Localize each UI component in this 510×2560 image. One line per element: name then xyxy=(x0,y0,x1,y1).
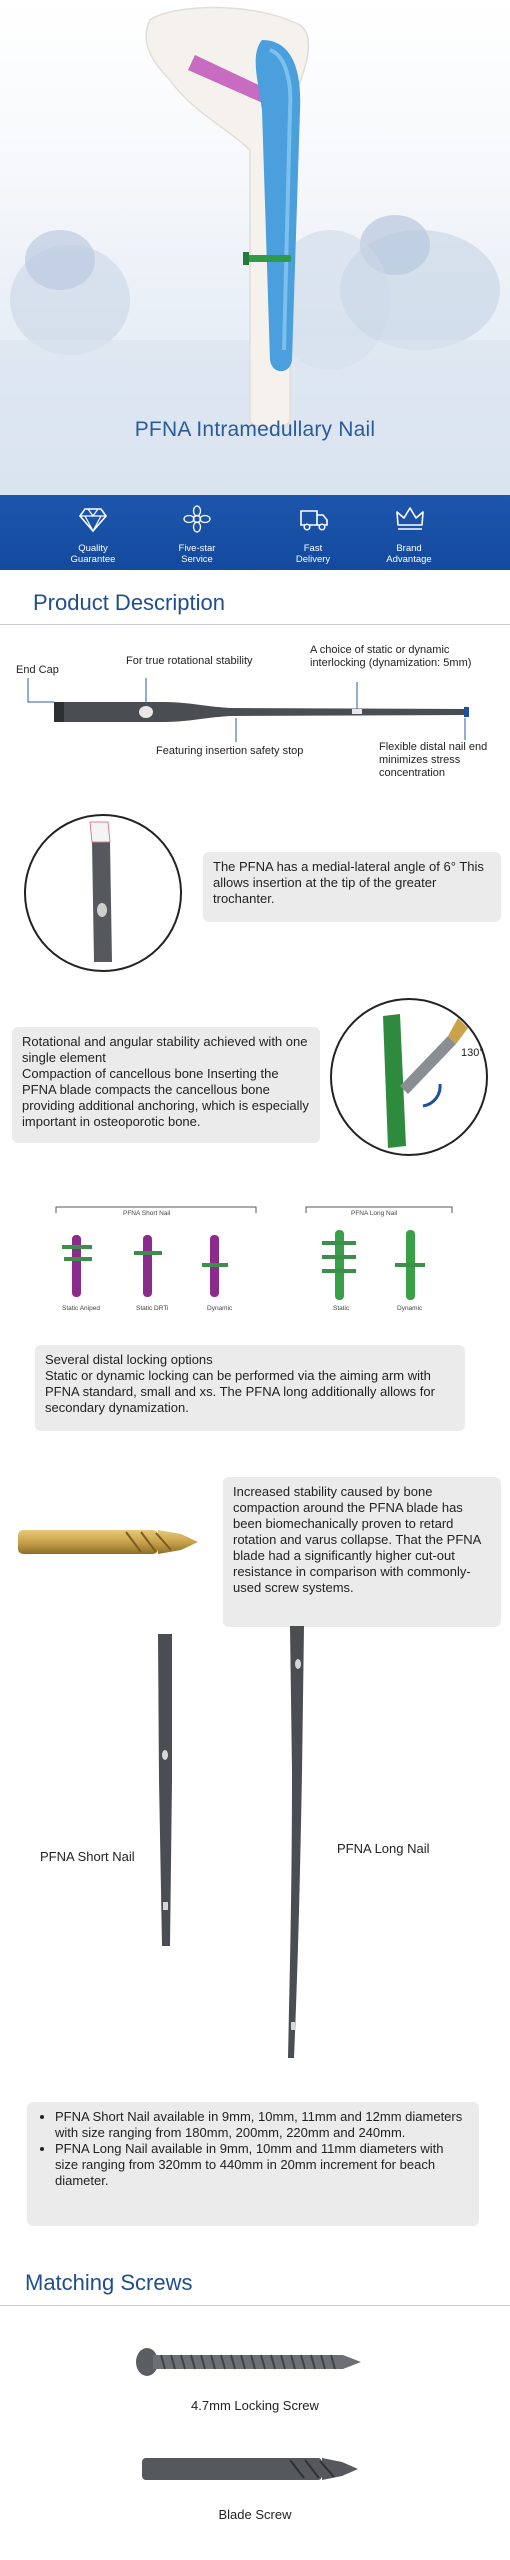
short-variant-label: Dynamic xyxy=(207,1305,233,1312)
locking-screw-label: 4.7mm Locking Screw xyxy=(191,2398,319,2413)
pfna-short-nail-image xyxy=(150,1630,180,1950)
angle-130-label: 130° xyxy=(461,1047,484,1059)
blade-stability-box: Increased stability caused by bone compaction around the PFNA blade has been biomechanically proven to retard rotation and varus collapse. That the PFNA blade had a significantly higher cut-out resistance in comparison with commonly-used screw systems. xyxy=(223,1477,501,1627)
short-variant-label: Static DRTi xyxy=(136,1305,169,1312)
short-nail-label: PFNA Short Nail xyxy=(40,1849,135,1864)
hero-banner xyxy=(0,0,510,495)
size-availability-box xyxy=(27,2102,479,2226)
nail-tip-closeup-image xyxy=(22,812,184,974)
size-list xyxy=(37,2109,469,2189)
matching-screws-title: Matching Screws xyxy=(25,2270,193,2295)
rotational-stability-box: Rotational and angular stability achieved with one single element Compaction of cancellous bone Inserting the PFNA blade compacts the cancellous bone providing additional anchoring, which is especially important in osteoporotic bone. xyxy=(12,1027,320,1143)
short-nail-group-label: PFNA Short Nail xyxy=(120,1210,173,1217)
size-item-long: • PFNA Long Nail available in 9mm, 10mm and 11mm diameters with size ranging from 320mm to 440mm in 20mm increment for beach diameter. xyxy=(55,2141,469,2189)
feature-label: Five-star Service xyxy=(178,543,216,565)
medial-lateral-angle-box: The PFNA has a medial-lateral angle of 6° This allows insertion at the tip of the greater trochanter. xyxy=(203,852,501,922)
feature-label: Brand Advantage xyxy=(386,543,432,565)
size-item-short: • PFNA Short Nail available in 9mm, 10mm, 11mm and 12mm diameters with size ranging from 180mm, 200mm, 220mm and 240mm. xyxy=(55,2109,469,2141)
blade-screw-label: Blade Screw xyxy=(218,2507,292,2522)
truck-icon xyxy=(299,505,329,533)
feature-quality xyxy=(48,495,138,570)
blade-130-angle-image xyxy=(328,996,490,1158)
features-bar xyxy=(0,495,510,570)
pfna-long-nail-image xyxy=(280,1622,320,2062)
rotational-stability-label: For true rotational stability xyxy=(126,655,253,667)
interlocking-label: A choice of static or dynamic interlocking (dynamization: 5mm) xyxy=(310,644,472,669)
long-nail-group-label: PFNA Long Nail xyxy=(348,1210,400,1217)
section-divider xyxy=(0,2305,510,2306)
crown-icon xyxy=(395,505,425,533)
long-variant-label: Dynamic xyxy=(397,1305,423,1312)
locking-screw-image xyxy=(135,2342,365,2382)
long-nail-label: PFNA Long Nail xyxy=(337,1841,430,1856)
pfna-blade-image xyxy=(16,1522,201,1562)
feature-label: Quality Guarantee xyxy=(70,543,116,565)
feature-label: Fast Delivery xyxy=(295,543,331,565)
flower-icon xyxy=(183,505,211,533)
short-variant-label: Static Aniped xyxy=(62,1305,100,1312)
safety-stop-label: Featuring insertion safety stop xyxy=(156,745,304,757)
section-divider xyxy=(0,624,510,625)
flexible-end-label: Flexible distal nail end minimizes stress concentration xyxy=(379,741,488,779)
end-cap-label: End Cap xyxy=(16,664,59,676)
hero-title: PFNA Intramedullary Nail xyxy=(134,418,376,441)
diamond-icon xyxy=(79,505,107,533)
feature-delivery xyxy=(268,495,358,570)
locking-options-diagram xyxy=(50,1205,460,1315)
product-description-title: Product Description xyxy=(33,590,225,615)
blade-screw-image xyxy=(140,2452,362,2486)
feature-brand xyxy=(364,495,454,570)
feature-service xyxy=(152,495,242,570)
long-variant-label: Static xyxy=(333,1305,350,1312)
distal-locking-box: Several distal locking options Static or dynamic locking can be performed via the aiming arm with PFNA standard, small and xs. The PFNA long additionally allows for secondary dynamization. xyxy=(35,1345,465,1431)
